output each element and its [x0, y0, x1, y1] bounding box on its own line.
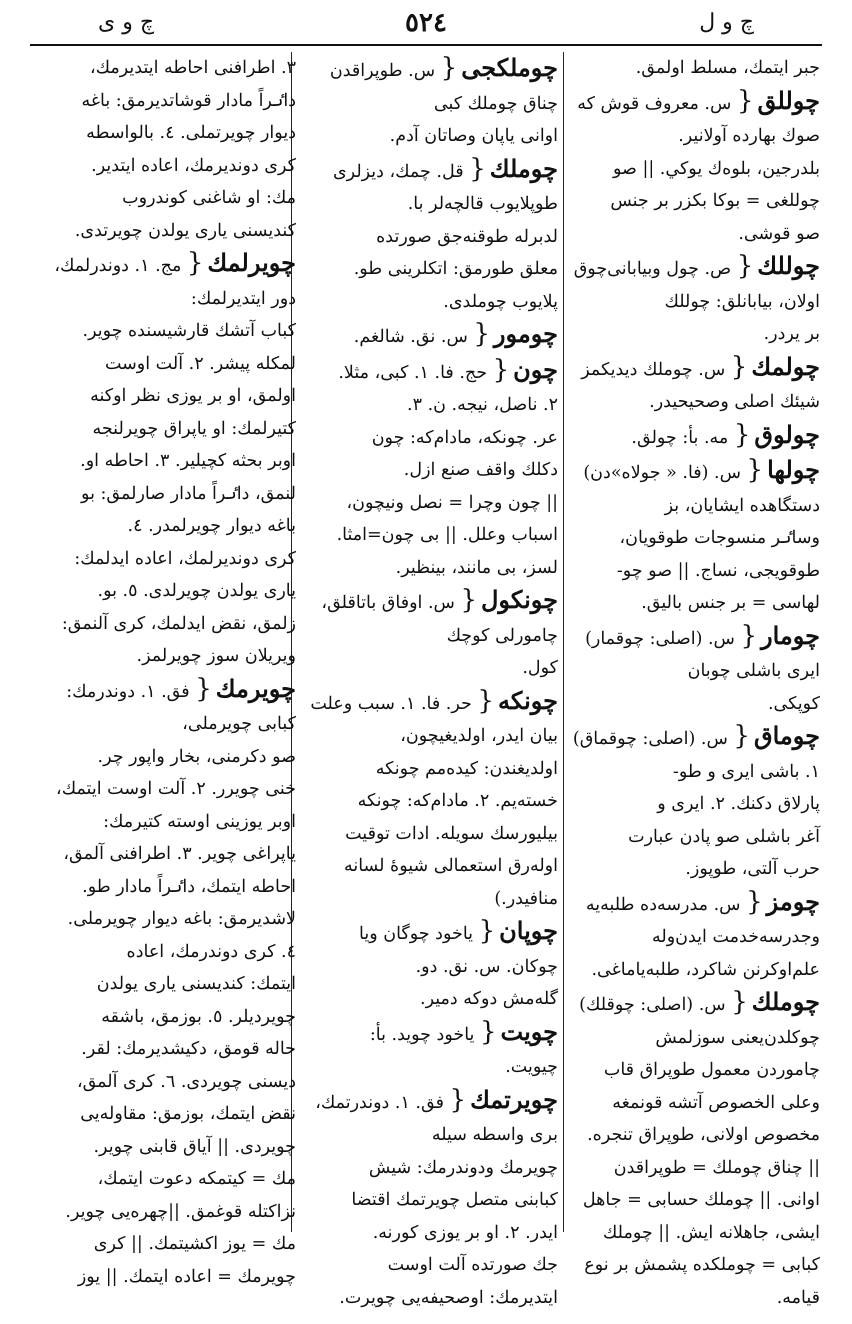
- entry-line: كبابی = چوملكده پشمش بر نوع: [584, 1255, 820, 1275]
- headword: چوملك: [489, 153, 558, 183]
- header-rule: [30, 44, 822, 46]
- entry-line: اولمق، او بر يوزی نظر اوكنه: [90, 386, 296, 406]
- entry-line: كری دوندیرلمك، اعاده ايدلمك:: [74, 548, 296, 569]
- entry-line: حاله قومق، دكيشديرمك: لقر.: [81, 1039, 296, 1059]
- entry-line: زلمق، نقض ايدلمك، كری آلنمق:: [61, 613, 296, 634]
- entry-line: [558, 620, 820, 656]
- definition-text: ياخود چويد. بأ:: [369, 1024, 480, 1045]
- page-header: [28, 6, 824, 46]
- entry-line: بر يردر.: [763, 324, 820, 344]
- brace: {: [733, 721, 750, 751]
- entry-line: شيئك اصلی وصحيحيدر.: [649, 392, 820, 412]
- headword: چوملك: [751, 987, 820, 1016]
- entry-line: طوپلايوب قالچه‌لر با.: [407, 194, 558, 214]
- entry-line: خنی چويرر. ۲. آلت اوست ايتمك،: [56, 779, 296, 799]
- definition-text: س. (اصلی: چوقماق): [572, 729, 734, 749]
- entry-line: احاطه ايتمك، داٸراً مادار طو.: [82, 876, 296, 897]
- entry-line: [558, 986, 820, 1022]
- definition-text: فق. ۱. دوندرتمك،: [315, 1092, 450, 1113]
- entry-line: [558, 419, 820, 455]
- entry-line: چناق چوملك كبی: [433, 93, 558, 114]
- headword: چوللك: [757, 251, 820, 280]
- entry-line: [558, 886, 820, 922]
- entry-line: || چناق چوملك = طوپراقدن: [613, 1157, 820, 1178]
- brace: {: [440, 53, 458, 83]
- entry-line: جك صورتده آلت اوست: [387, 1255, 558, 1275]
- entry-line: پارلاق دكنك. ۲. ايری و: [657, 794, 820, 814]
- definition-text: س. معروف قوش كه: [577, 93, 737, 114]
- entry-line: نزاكتله قوغمق. ||چهره‌يی چوير.: [65, 1201, 296, 1222]
- dictionary-column-left: [34, 52, 296, 1287]
- entry-line: اوبر يوزينی اوسته كتيرمك:: [103, 811, 296, 832]
- entry-line: چويرمك ودوندرمك: شيش: [368, 1157, 558, 1178]
- entry-line: اوانی. || چوملك حسابی = جاهل: [582, 1190, 820, 1210]
- entry-line: كبابنی متصل چويرتمك اقتضا: [351, 1190, 558, 1210]
- entry-line: اولديغندن: كيده‌مم چونكه: [375, 758, 558, 779]
- brace: {: [730, 351, 748, 382]
- entry-line: بلدرجين، بلوه‌ك يوكي. || صو: [612, 158, 820, 179]
- definition-text: فق. ۱. دوندرمك:: [66, 681, 196, 702]
- brace: {: [746, 455, 764, 485]
- entry-line: گله‌مش دوكه دمير.: [420, 989, 558, 1009]
- entry-line: ۳. اطرافنی احاطه ايتديرمك،: [89, 58, 296, 78]
- brace: {: [473, 319, 490, 349]
- brace: {: [195, 673, 212, 704]
- definition-text: س. (اصلی: چوقلك): [579, 995, 732, 1015]
- headword: چوملكجی: [461, 53, 558, 82]
- brace: {: [469, 153, 486, 184]
- entry-line: وجدرسه‌خدمت ايدن‌وله‌: [651, 927, 820, 947]
- entry-line: اوبر بحثه كچيلير. ۳. احاطه او.: [80, 451, 296, 471]
- entry-line: ٤. كری دوندرمك، اعاده: [126, 941, 296, 962]
- entry-line: علم‌اوكرنن شاكرد، طلبه‌ياماغی.: [591, 959, 820, 980]
- entry-line: چويرمك = اعاده ايتمك. || يوز: [77, 1266, 296, 1287]
- entry-line: [296, 685, 558, 721]
- entry-line: عر. چونكه، مادام‌كه: چون: [371, 427, 558, 448]
- entry-line: بيليورسك سويله. ادات توقيت: [345, 823, 558, 844]
- page-number: ٥٢٤: [405, 8, 447, 38]
- definition-text: ص. چول وبيابانی‌چوق: [573, 259, 737, 279]
- entry-line: لسز، بی مانند، بينظير.: [395, 557, 558, 578]
- entry-line: دور ايتديرلمك:: [190, 288, 296, 309]
- headword: چويرمك: [215, 673, 296, 703]
- brace: {: [492, 354, 510, 385]
- entry-line: كنديسنی ياری يولدن چويرتدی.: [74, 220, 296, 241]
- entry-line: لمكله پيشر. ۲. آلت اوست: [104, 353, 296, 374]
- entry-line: بری واسطه سيله: [431, 1125, 558, 1145]
- brace: {: [186, 248, 204, 278]
- entry-line: [558, 454, 820, 490]
- entry-line: صو دكرمنی، بخار واپور چر.: [97, 746, 296, 767]
- headword: چوپان: [499, 916, 558, 945]
- entry-line: ۲. ناصل، نيجه. ن. ۳.: [407, 395, 558, 415]
- entry-line: ايتديرمك: اوصحيفه‌يی چويرت.: [339, 1287, 558, 1308]
- entry-line: ايری باشلی چوبان: [687, 661, 820, 681]
- definition-text: س. چوملك ديديكمز: [581, 359, 731, 380]
- entry-line: كوپكی.: [767, 693, 820, 714]
- entry-line: لاشديرمق: باغه ديوار چويرملی.: [67, 909, 296, 929]
- entry-line: اسباب وعلل. || بی چون‌=امثا.: [336, 525, 558, 545]
- entry-line: ايشی، جاهلانه ايش. || چوملك: [602, 1222, 820, 1243]
- headword: چومور: [493, 319, 558, 348]
- entry-line: [558, 720, 820, 756]
- definition-text: س. اوفاق باتاقلق،: [321, 593, 461, 613]
- entry-line: پلايوب چوملدی.: [443, 291, 558, 312]
- headword: چويرلمك: [207, 248, 296, 277]
- header-right-letters: چ و ل: [699, 10, 754, 35]
- entry-line: چوكان. س. نق. دو.: [415, 956, 558, 977]
- entry-line: اوله‌رق استعمالی شيوهٔ لسانه: [343, 856, 558, 876]
- entry-line: [296, 584, 558, 620]
- entry-line: [34, 247, 296, 283]
- brace: {: [740, 620, 757, 651]
- entry-line: لهاسی = بر جنس باليق.: [641, 593, 820, 613]
- entry-line: مك = كيتمكه دعوت ايتمك،: [97, 1169, 296, 1189]
- headword: چونكول: [480, 585, 558, 614]
- entry-line: [296, 318, 558, 354]
- entry-line: دكلك واقف صنع ازل.: [403, 460, 558, 480]
- headword: چومز: [766, 886, 820, 916]
- entry-line: لنمق، داٸراً مادار صارلمق: بو: [81, 483, 296, 504]
- entry-line: [296, 153, 558, 189]
- entry-line: [296, 354, 558, 390]
- definition-text: مج. ۱. دوندرلمك،: [54, 256, 187, 276]
- definition-text: س. مدرسه‌ده طلبه‌يه: [585, 894, 747, 915]
- entry-line: نقض ايتمك، بوزمق: مقاوله‌يی: [80, 1104, 296, 1124]
- entry-line: ايدر. ۲. او بر يوزی كورنه.: [372, 1222, 558, 1243]
- brace: {: [736, 251, 754, 281]
- entry-line: معلق طورمق: اتكلرينی طو.: [353, 259, 558, 279]
- entry-line: چوكلدن‌يعنی سوزلمش: [655, 1027, 820, 1048]
- entry-line: كتيرلمك: او ياپراق چويرلنجه: [92, 418, 296, 439]
- entry-line: مخصوص اولانی، طوپراق تنجره.: [587, 1125, 820, 1145]
- entry-line: [558, 351, 820, 387]
- entry-line: طوقويجی، نساج. || صو چو-: [616, 560, 820, 581]
- definition-text: حج. فا. ۱. كبی، مثلا.: [338, 362, 493, 383]
- entry-line: اولان، بيابانلق: چوللك: [664, 291, 820, 312]
- headword: چويت: [500, 1016, 558, 1046]
- headword: چولها: [767, 455, 820, 484]
- entry-line: چامورلی كوچك: [446, 625, 558, 646]
- entry-line: ديوار چويرتملی. ٤. بالواسطه: [86, 123, 296, 143]
- brace: {: [449, 1084, 467, 1115]
- headword: چوللق: [757, 85, 820, 115]
- entry-line: مك: او شاغنی كوندروب: [122, 188, 296, 208]
- entry-line: ياپراغی چوير. ۳. اطرافنی آلمق،: [63, 844, 296, 864]
- headword: چولوق: [754, 419, 820, 449]
- entry-line: [558, 85, 820, 121]
- brace: {: [479, 1016, 497, 1047]
- brace: {: [746, 886, 763, 917]
- entry-line: خسته‌يم. ۲. مادام‌كه: چونكه: [357, 791, 558, 811]
- entry-line: [296, 1084, 558, 1120]
- brace: {: [731, 987, 748, 1017]
- brace: {: [733, 419, 751, 450]
- entry-line: لدبرله طوقنه‌جق صورتده: [376, 226, 558, 247]
- entry-line: ويريلان سوز چويرلمز.: [136, 646, 296, 666]
- entry-line: ايتمك: كنديسنی ياری يولدن: [96, 974, 296, 994]
- entry-line: [296, 915, 558, 951]
- brace: {: [477, 685, 494, 716]
- dictionary-column-middle: [296, 52, 558, 1308]
- definition-text: حر. فا. ۱. سبب وعلت: [310, 693, 478, 714]
- definition-text: ياخود چوگان ويا: [359, 924, 479, 944]
- headword: چون: [513, 354, 558, 384]
- entry-line: صو قوشی.: [738, 223, 820, 244]
- entry-line: وعلی الخصوص آتشه قونمغه: [612, 1092, 820, 1113]
- definition-text: س. (اصلی: چوقمار): [585, 628, 741, 649]
- brace: {: [460, 585, 477, 615]
- entry-line: چيويت.: [505, 1057, 558, 1077]
- definition-text: س. طوپراقدن: [329, 61, 441, 81]
- dictionary-column-right: [558, 52, 820, 1308]
- headword: چولمك: [751, 351, 820, 381]
- headword: چومار: [761, 620, 820, 650]
- definition-text: مه. بأ: چولق.: [631, 427, 734, 448]
- entry-line: ديسنی چويردی. ٦. كری آلمق،: [76, 1071, 296, 1092]
- entry-line: ياری يولدن چويرلدی. ٥. بو.: [97, 581, 296, 601]
- entry-line: كول.: [522, 658, 558, 678]
- headword: چويرتمك: [470, 1084, 558, 1114]
- entry-line: دستگاهده ايشايان، بز: [664, 495, 820, 516]
- headword: چوماق: [753, 721, 820, 750]
- entry-line: منافيدر.): [494, 888, 558, 909]
- entry-line: [296, 52, 558, 88]
- entry-line: باغه ديوار چويرلمدر. ٤.: [127, 516, 296, 536]
- headword: چونكه: [497, 685, 558, 715]
- entry-line: [34, 673, 296, 709]
- entry-line: وساٸر منسوجات طوقويان،: [619, 528, 820, 548]
- entry-line: بيان ايدر، اولديغيچون،: [400, 726, 558, 746]
- entry-line: چوللغی = بوكا بكزر بر جنس: [610, 191, 820, 211]
- entry-line: اوانی ياپان وصاتان آدم.: [389, 126, 558, 146]
- entry-line: چويردی. || آياق قابنی چوير.: [93, 1136, 296, 1157]
- brace: {: [478, 916, 496, 946]
- entry-line: || چون وچرا = نصل ونيچون،: [346, 492, 558, 513]
- entry-line: مك = يوز اكشيتمك. || كری: [93, 1234, 296, 1254]
- entry-line: [558, 250, 820, 286]
- entry-line: صوك بهارده آولانیر.: [678, 126, 820, 146]
- entry-line: قيامه.: [776, 1287, 820, 1308]
- entry-line: داٸراً مادار قوشاتدیرمق: باغه: [81, 90, 296, 111]
- entry-line: كباب آتشك قارشيسنده چوير.: [82, 321, 296, 341]
- entry-line: چاموردن معمول طوپراق قاب: [603, 1060, 820, 1080]
- entry-line: ۱. باشی ايری و طو-: [672, 761, 820, 782]
- entry-line: چويرديلر. ٥. بوزمق، باشقه: [101, 1006, 296, 1027]
- definition-text: قل. چمك، ديزلری: [332, 161, 470, 182]
- entry-line: [296, 1016, 558, 1052]
- definition-text: س. نق. شالغم.: [353, 327, 474, 347]
- entry-line: كری دوندیرمك، اعاده ايتدير.: [91, 155, 296, 176]
- entry-line: جبر ایتمك، مسلط اولمق.: [635, 58, 820, 78]
- entry-line: كبابی چويرملی،: [182, 714, 296, 734]
- definition-text: س. (فا. « جولاه»‌دن): [583, 463, 747, 483]
- brace: {: [736, 85, 754, 116]
- entry-line: آغر باشلی صو پادن عبارت: [628, 826, 820, 847]
- entry-line: حرب آلتی، طوپوز.: [685, 859, 820, 879]
- header-left-letters: چ و ی: [98, 10, 155, 35]
